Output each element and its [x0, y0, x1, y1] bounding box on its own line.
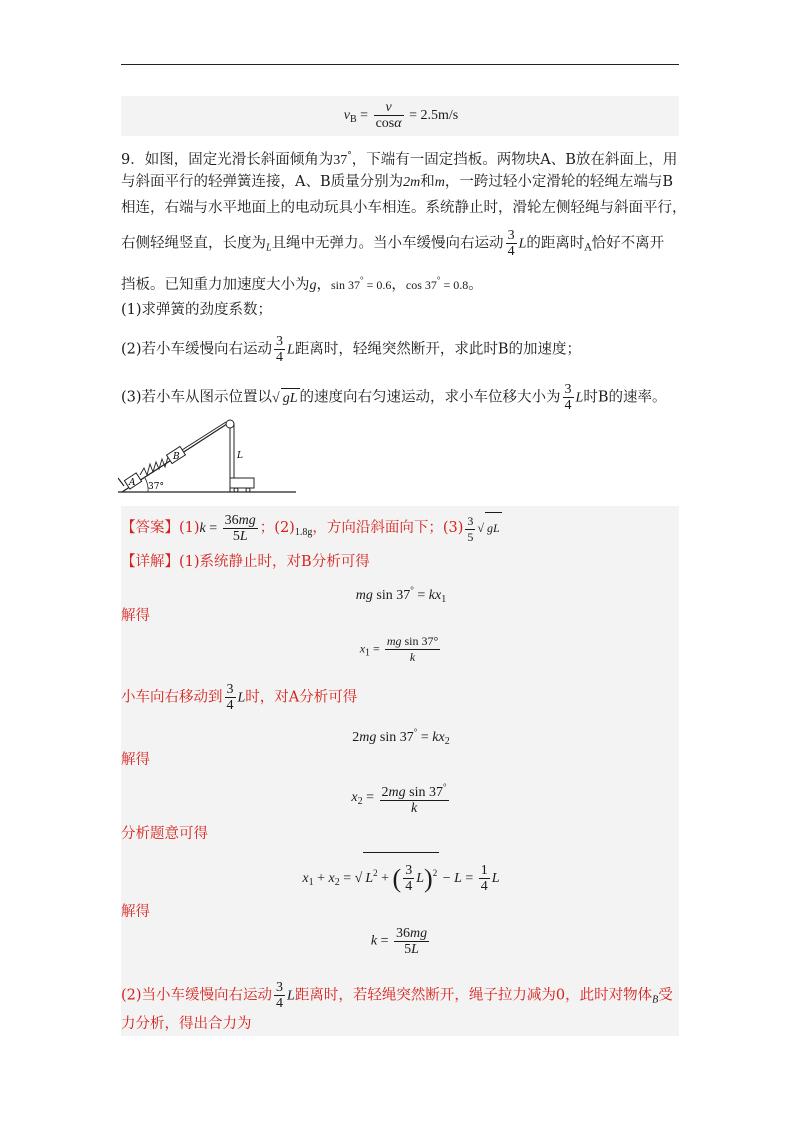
detail-line-2: 小车向右移动到 $\frac{3}{4}$ L时，对A分析可得 — [121, 682, 358, 713]
question-line-3: 相连，右端与水平地面上的电动玩具小车相连。系统静止时，滑轮左侧轻绳与斜面平行， — [121, 200, 687, 216]
stopper-plate — [118, 478, 124, 486]
incline-figure — [118, 412, 298, 498]
question-line-4: 右侧轻绳竖直，长度为$_L$且绳中无弹力。当小车缓慢向右运动 $\frac{3}{4}$ L的距离时$_A$恰好不离开 — [121, 228, 665, 259]
sub-question-1: (1)求弹簧的劲度系数； — [121, 302, 273, 318]
label-b: B — [173, 452, 180, 462]
angle-label: 37° — [148, 482, 164, 492]
eq-1: mg $\sin 37^\circ = kx_1$ — [355, 585, 447, 605]
header-rule — [121, 64, 679, 65]
eq-6: k = $\frac{36mg}{5L}$ — [370, 926, 428, 957]
vb-formula: $v_B$ = $\frac{v}{\cos\alpha}$ = 2.5m/s — [343, 100, 459, 132]
answer-line: 【答案】(1)k = $\frac{36mg}{5L}$ ；$(2)_{1.8g}$，方向沿斜面向下；(3) $\frac{3}{5}$ √ gL — [121, 513, 500, 545]
sub-question-2: (2)若小车缓慢向右运动 $\frac{3}{4}$ L距离时，轻绳突然断开，求此时B的加速度； — [121, 334, 581, 365]
answer-tag: 【答案】 — [121, 520, 179, 536]
label-a: A — [129, 478, 136, 488]
jie-2: 解得 — [121, 752, 150, 768]
question-line-2: 与斜面平行的轻弹簧连接，A、B质量分别为2m和m，一跨过轻小定滑轮的轻绳左端与B — [121, 174, 674, 190]
detail-line-4: (2)当小车缓慢向右运动 $\frac{3}{4}$ L距离时，若轻绳突然断开，绳子拉力减为0，此时对物体$_B$受 — [121, 980, 673, 1011]
jie-1: 解得 — [121, 608, 150, 624]
eq-4: $x_2$ = $\frac{2mg \sin 37^\circ}{k}$ — [351, 782, 447, 816]
eq-5: $x_1 + x_2$ = √ $L^2$ + ( $\frac{3}{4}$ L)$^2$ − L = $\frac{1}{4}$ L — [121, 852, 681, 892]
question-line-5: 挡板。已知重力加速度大小为g，sin 37° = 0.6，cos 37° = 0.8。 — [121, 275, 483, 293]
sub-question-3: (3)若小车从图示位置以√ gL 的速度向右匀速运动，求小车位移大小为 $\frac{3}{4}$ L时B的速率。 — [121, 382, 667, 413]
toy-car — [230, 478, 254, 488]
detail-intro: 【详解】(1)系统静止时，对B分析可得 — [121, 554, 370, 570]
spring — [140, 457, 168, 475]
detail-line-3: 分析题意可得 — [121, 826, 208, 842]
detail-line-5: 力分析，得出合力为 — [121, 1016, 252, 1032]
pulley — [226, 420, 234, 428]
jie-3: 解得 — [121, 904, 150, 920]
eq-2: $x_1$ = $\frac{\text{mg sin 37°}}{k}$ — [359, 634, 439, 664]
eq-3: 2mg $\sin 37^\circ = kx_2$ — [352, 727, 450, 747]
question-line-1: 9．如图，固定光滑长斜面倾角为37°，下端有一固定挡板。两物块A、B放在斜面上，用 — [121, 151, 678, 168]
label-l: L — [237, 451, 243, 461]
